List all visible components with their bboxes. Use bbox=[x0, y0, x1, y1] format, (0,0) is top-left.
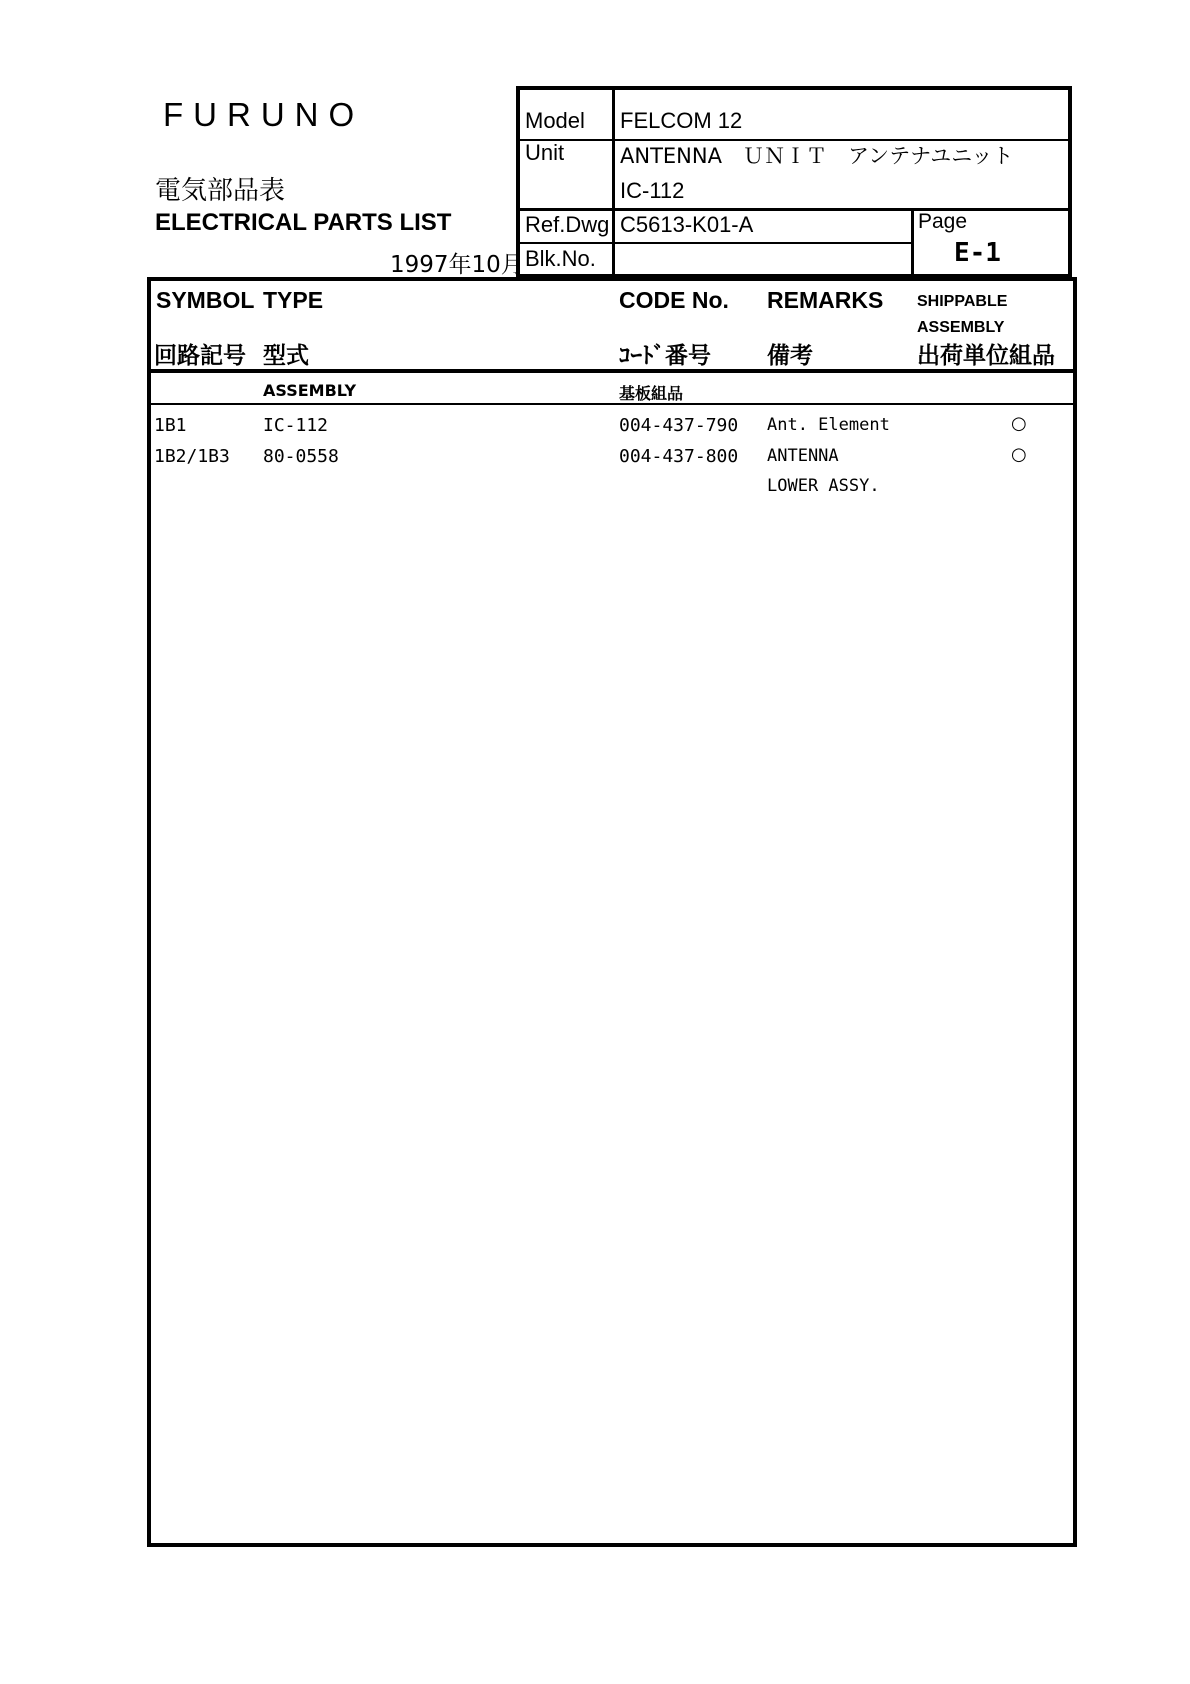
col-remarks: REMARKS bbox=[767, 287, 884, 313]
unit-value: ANTENNA ＵＮＩＴ アンテナユニット bbox=[620, 144, 1014, 168]
page-label: Page bbox=[918, 210, 968, 233]
row-2-type: 80-0558 bbox=[263, 446, 339, 467]
row-2-symbol: 1B2/1B3 bbox=[154, 446, 230, 467]
unit-label: Unit bbox=[525, 140, 565, 165]
row-2-shippable-mark: ○ bbox=[1011, 444, 1027, 465]
info-divider bbox=[520, 208, 1068, 211]
col-type: TYPE bbox=[263, 287, 324, 313]
col-shippable: SHIPPABLE bbox=[917, 293, 1008, 310]
col-shippable-2: ASSEMBLY bbox=[917, 319, 1005, 336]
row-2-code: 004-437-800 bbox=[619, 446, 739, 467]
title-english: ELECTRICAL PARTS LIST bbox=[155, 209, 452, 236]
info-divider bbox=[911, 208, 914, 274]
row-1-type: IC-112 bbox=[263, 415, 329, 436]
row-1-code: 004-437-790 bbox=[619, 415, 739, 436]
section-rule bbox=[151, 403, 1073, 405]
refdwg-value: C5613-K01-A bbox=[620, 212, 754, 237]
refdwg-label: Ref.Dwg bbox=[525, 212, 610, 237]
col-shippable-jp: 出荷単位組品 bbox=[917, 343, 1055, 369]
section-code: 基板組品 bbox=[619, 384, 684, 403]
section-type: ASSEMBLY bbox=[263, 381, 357, 400]
model-value: FELCOM 12 bbox=[620, 108, 743, 133]
info-divider bbox=[520, 242, 913, 244]
unit-model: IC-112 bbox=[620, 178, 685, 203]
row-2-remarks-cont: LOWER ASSY. bbox=[767, 476, 880, 496]
issue-date: 1997年10月 bbox=[390, 252, 524, 278]
title-japanese: 電気部品表 bbox=[155, 176, 286, 206]
brand-logo: FURUNO bbox=[163, 96, 365, 133]
col-type-jp: 型式 bbox=[263, 343, 309, 369]
row-1-shippable-mark: ○ bbox=[1011, 413, 1027, 434]
col-remarks-jp: 備考 bbox=[767, 343, 813, 369]
col-code-jp: ｺｰﾄﾞ番号 bbox=[619, 343, 711, 369]
row-2-remarks: ANTENNA bbox=[767, 446, 839, 466]
row-1-symbol: 1B1 bbox=[154, 415, 187, 436]
page-number: E-1 bbox=[954, 238, 1001, 268]
parts-table bbox=[147, 277, 1077, 1547]
info-divider bbox=[612, 90, 615, 274]
col-symbol: SYMBOL bbox=[156, 287, 255, 313]
blkno-label: Blk.No. bbox=[525, 246, 596, 271]
row-1-remarks: Ant. Element bbox=[767, 415, 890, 435]
model-label: Model bbox=[525, 108, 585, 133]
info-box bbox=[516, 86, 1072, 278]
col-code: CODE No. bbox=[619, 287, 729, 313]
col-symbol-jp: 回路記号 bbox=[154, 343, 246, 369]
